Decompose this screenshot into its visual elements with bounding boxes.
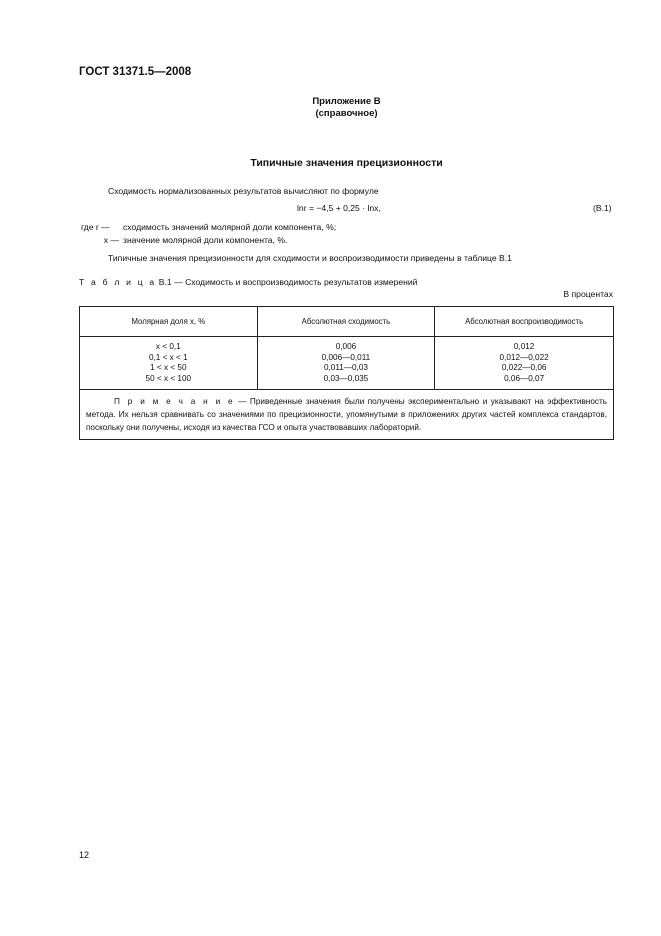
table-note-row	[80, 390, 614, 440]
section-title: Типичные значения прецизионности	[250, 157, 443, 169]
reproducibility-value: 0,06—0,07	[504, 373, 545, 383]
range-value: 0,1 < x < 1	[148, 352, 188, 362]
repeatability-value: 0,006	[335, 342, 357, 351]
precision-table	[79, 306, 614, 440]
range-value: 1 < x < 50	[150, 363, 187, 373]
where-prefix: где r —	[81, 222, 110, 232]
annex-title: Приложение В	[312, 96, 381, 107]
table-data-row	[80, 337, 614, 390]
repeatability-cell	[257, 337, 435, 390]
page-number: 12	[79, 850, 90, 860]
table-header-row	[80, 307, 614, 337]
column-header: Молярная доля x, %	[80, 307, 258, 337]
document-header: ГОСТ 31371.5—2008	[79, 66, 192, 78]
column-header: Абсолютная воспроизводимость	[435, 307, 614, 337]
note-label: П р и м е ч а н и е	[114, 397, 235, 407]
table-note	[80, 390, 614, 440]
reproducibility-value: 0,012—0,022	[499, 352, 549, 362]
repeatability-value: 0,03—0,035	[323, 373, 369, 383]
table-label: Т а б л и ц а	[79, 277, 157, 287]
range-value: 50 < x < 100	[145, 373, 192, 383]
formula-number: (В.1)	[593, 203, 612, 213]
reproducibility-value: 0,012	[513, 342, 535, 351]
where-prefix: x —	[103, 235, 119, 245]
range-cell	[80, 337, 258, 390]
reproducibility-value: 0,022—0,06	[501, 363, 547, 373]
where-text: сходимость значений молярной доли компонента, %;	[123, 222, 337, 232]
where-item-r	[81, 222, 336, 232]
table-caption	[79, 277, 418, 287]
range-value: x < 0,1	[155, 342, 181, 351]
reproducibility-cell	[435, 337, 614, 390]
repeatability-value: 0,011—0,03	[323, 363, 368, 373]
intro-paragraph: Сходимость нормализованных результатов вычисляют по формуле	[108, 186, 379, 196]
table-units: В процентах	[563, 289, 613, 299]
column-header: Абсолютная сходимость	[257, 307, 435, 337]
annex-subtitle: (справочное)	[315, 108, 378, 119]
where-text: значение молярной доли компонента, %.	[123, 235, 288, 245]
note-text: — Приведенные значения были получены экспериментально и указывают на эффективность метода. Их нельзя сравнивать со значениями по прецизионности, упомянутыми в приложениях других частей комплекса стандартов, поскольку они получены, исходя из качества ГСО и опыта участвовавших лабораторий.	[86, 397, 607, 432]
repeatability-value: 0,006—0,011	[321, 352, 371, 362]
formula: lnr = −4,5 + 0,25 · lnx,	[297, 203, 381, 213]
table-title: В.1 — Сходимость и воспроизводимость результатов измерений	[158, 277, 418, 287]
where-item-x	[81, 235, 287, 245]
typical-values-paragraph: Типичные значения прецизионности для сходимости и воспроизводимости приведены в таблице В.1	[108, 253, 512, 263]
